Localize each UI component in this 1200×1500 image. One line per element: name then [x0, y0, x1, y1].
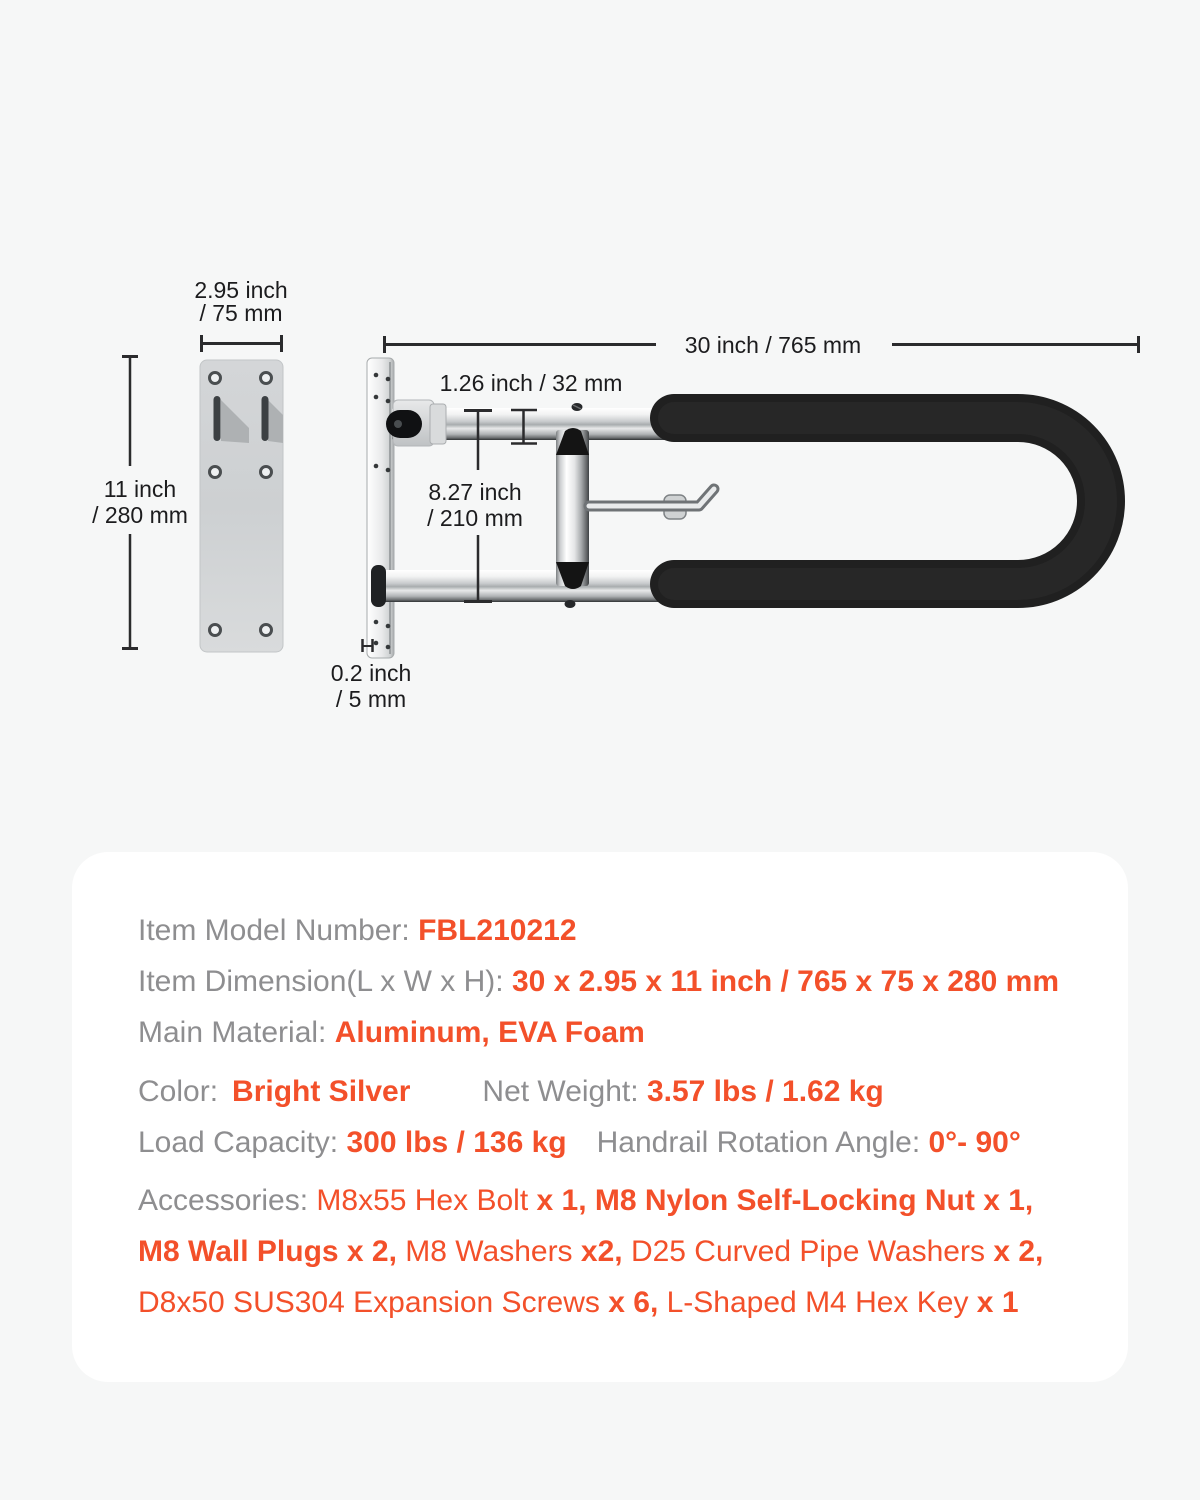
plate-height-label-line1: 11 inch	[103, 476, 177, 502]
accessory-wall-plugs: M8 Wall Plugs x 2,	[138, 1235, 406, 1268]
plate-width-label-line2: / 75 mm	[199, 300, 283, 326]
dimension-label: Item Dimension(L x W x H):	[138, 965, 512, 998]
material-value: Aluminum, EVA Foam	[334, 1016, 645, 1049]
keyhole-slot	[262, 396, 269, 441]
bar-length-label: 30 inch / 765 mm	[684, 332, 862, 358]
bar-gap-label-line1: 8.27 inch	[428, 479, 522, 505]
accessory-pipe-washers: D25 Curved Pipe Washers	[630, 1235, 994, 1268]
accessory-hex-key: L-Shaped M4 Hex Key	[666, 1286, 977, 1319]
accessory-expansion-screws-qty: x 6,	[608, 1286, 667, 1319]
spec-card	[72, 852, 1128, 1382]
accessory-washers: M8 Washers	[405, 1235, 581, 1268]
accessory-hex-bolt-qty: x 1,	[536, 1184, 595, 1217]
plate-width-label-line1: 2.95 inch	[194, 277, 288, 303]
rotation-angle-value: 0°- 90°	[928, 1126, 1021, 1159]
accessory-expansion-screws: D8x50 SUS304 Expansion Screws	[138, 1286, 609, 1319]
plate-thickness-label-line1: 0.2 inch	[330, 660, 412, 686]
accessory-hex-key-qty: x 1	[976, 1286, 1019, 1319]
tube-diameter-label: 1.26 inch / 32 mm	[439, 370, 623, 396]
spec-row-accessories-2	[138, 1226, 1098, 1277]
load-capacity-value: 300 lbs / 136 kg	[346, 1126, 567, 1159]
spec-row-color-weight	[138, 1066, 1098, 1117]
rubber-bumper	[371, 565, 386, 607]
spec-row-accessories-3	[138, 1277, 1098, 1328]
model-value: FBL210212	[418, 914, 577, 947]
plate-thickness-label-line2: / 5 mm	[335, 686, 407, 712]
wall-plate-front-view	[200, 360, 283, 652]
dim-bar-length	[384, 332, 1139, 358]
bar-gap-label-line2: / 210 mm	[427, 505, 523, 531]
load-capacity-label: Load Capacity:	[138, 1126, 347, 1159]
pivot-bolt	[386, 410, 422, 438]
rotation-angle-label: Handrail Rotation Angle:	[596, 1126, 929, 1159]
accessory-locking-nut: M8 Nylon Self-Locking Nut x 1,	[594, 1184, 1034, 1217]
plate-width-dim-line	[202, 335, 282, 352]
accessory-hex-bolt: M8x55 Hex Bolt	[316, 1184, 537, 1217]
dim-plate-height	[92, 356, 188, 649]
accessory-washers-qty: x2,	[580, 1235, 631, 1268]
accessory-pipe-washers-qty: x 2,	[993, 1235, 1044, 1268]
spec-row-material	[138, 1007, 1098, 1058]
net-weight-value: 3.57 lbs / 1.62 kg	[646, 1075, 884, 1108]
keyhole-slot	[214, 396, 221, 441]
spec-row-model	[138, 905, 1098, 956]
spec-row-dimension	[138, 956, 1098, 1007]
dimension-value: 30 x 2.95 x 11 inch / 765 x 75 x 280 mm	[511, 965, 1060, 998]
model-label: Item Model Number:	[138, 914, 419, 947]
plate-height-label-line2: / 280 mm	[92, 502, 188, 528]
color-label: Color:	[138, 1075, 219, 1108]
material-label: Main Material:	[138, 1016, 335, 1049]
color-value: Bright Silver	[232, 1075, 411, 1108]
spec-row-capacity-angle	[138, 1117, 1098, 1168]
net-weight-label: Net Weight:	[482, 1075, 647, 1108]
spec-row-accessories-1	[138, 1175, 1098, 1226]
foam-grip-u-bend	[674, 418, 1101, 584]
paper-holder-hook	[589, 489, 714, 519]
dim-plate-width	[194, 277, 287, 352]
accessories-label: Accessories:	[138, 1184, 317, 1217]
